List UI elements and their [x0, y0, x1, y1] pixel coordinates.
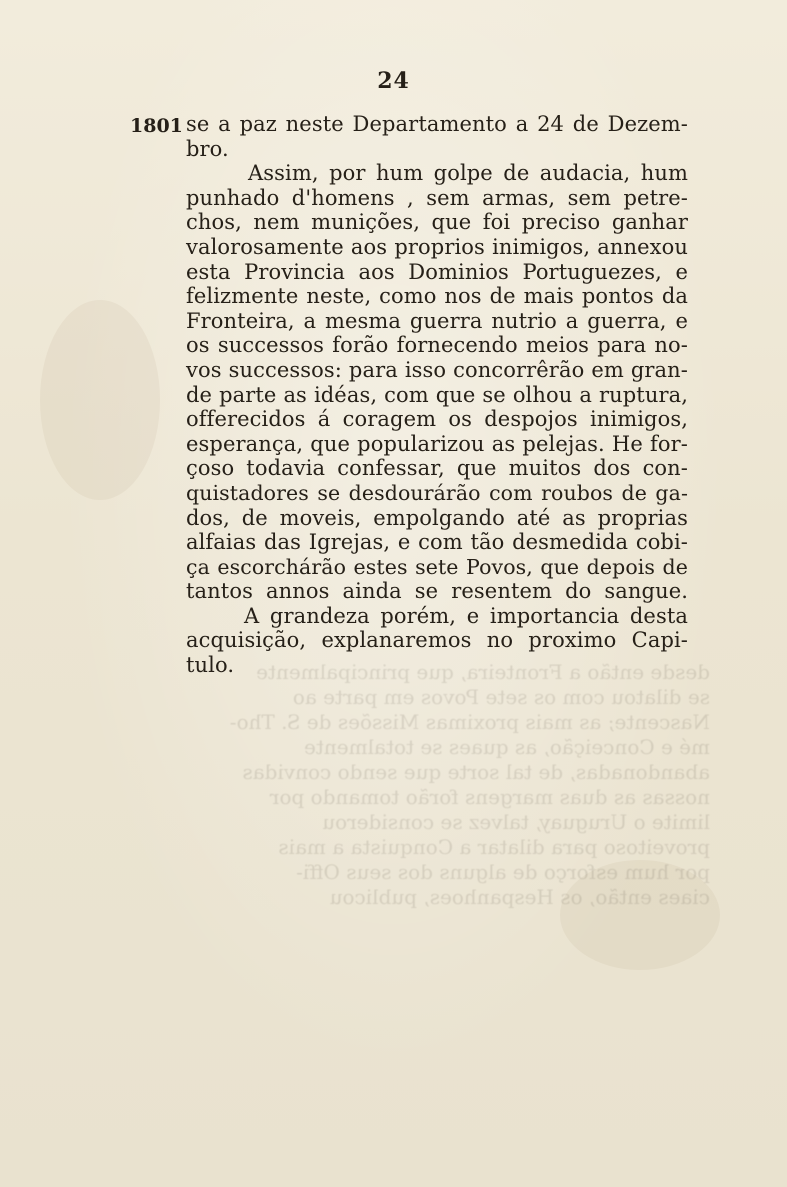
- text-line: dos, de moveis, empolgando até as proprias: [186, 505, 688, 530]
- text-line: chos, nem munições, que foi preciso ganhar: [186, 210, 688, 235]
- text-line: vos successos: para isso concorrêrão em gran-: [186, 357, 688, 382]
- page-number: 24: [377, 68, 410, 94]
- text-line: tantos annos ainda se resentem do sangue.: [186, 579, 688, 604]
- show-through-text: desde então a Fronteira, que principalmente se dilatou com os sete Povos em parte ao Nascente; as mais proximas Missões de S. Tho- mé e Conceição, as quaes se totalmente abandonadas, de tal sorte que sendo convidas nossas as duas margens forão tomando por limite o Uruguay, talvez se considerou proveitoso para dilatar a Conquista a mais por hum esforço de alguns dos seus Offi- ciaes então, os Hespanhoes, publicou: [229, 660, 710, 909]
- text-line: esperança, que popularizou as pelejas. He for-: [186, 431, 688, 456]
- text-line: bro.: [186, 136, 229, 161]
- text-line: de parte as idéas, com que se olhou a ruptura,: [186, 382, 688, 407]
- text-line: ça escorchárão estes sete Povos, que depois de: [186, 554, 688, 579]
- margin-year: 1801: [130, 115, 183, 137]
- text-line: A grandeza porém, e importancia desta: [244, 603, 688, 628]
- text-line: offerecidos á coragem os despojos inimigos,: [186, 407, 688, 432]
- text-line: Fronteira, a mesma guerra nutrio a guerra, e: [186, 308, 688, 333]
- paper-stain: [40, 300, 160, 500]
- body-text: [186, 112, 688, 678]
- text-line: esta Provincia aos Dominios Portuguezes, e: [186, 259, 688, 284]
- text-line: os successos forão fornecendo meios para no-: [186, 333, 688, 358]
- text-line: se a paz neste Departamento a 24 de Dezem-: [186, 112, 688, 136]
- text-line: acquisição, explanaremos no proximo Capi-: [186, 628, 688, 653]
- text-line: quistadores se desdourárão com roubos de ga-: [186, 480, 688, 505]
- text-line: tulo.: [186, 653, 235, 678]
- text-line: punhado d'homens , sem armas, sem petre-: [186, 185, 688, 210]
- text-line: valorosamente aos proprios inimigos, annexou: [186, 234, 688, 259]
- text-line: çoso todavia confessar, que muitos dos con-: [186, 456, 688, 481]
- text-line: alfaias das Igrejas, e com tão desmedida cobi-: [186, 530, 688, 555]
- text-line: felizmente neste, como nos de mais pontos da: [186, 284, 688, 309]
- text-line: Assim, por hum golpe de audacia, hum: [248, 161, 688, 186]
